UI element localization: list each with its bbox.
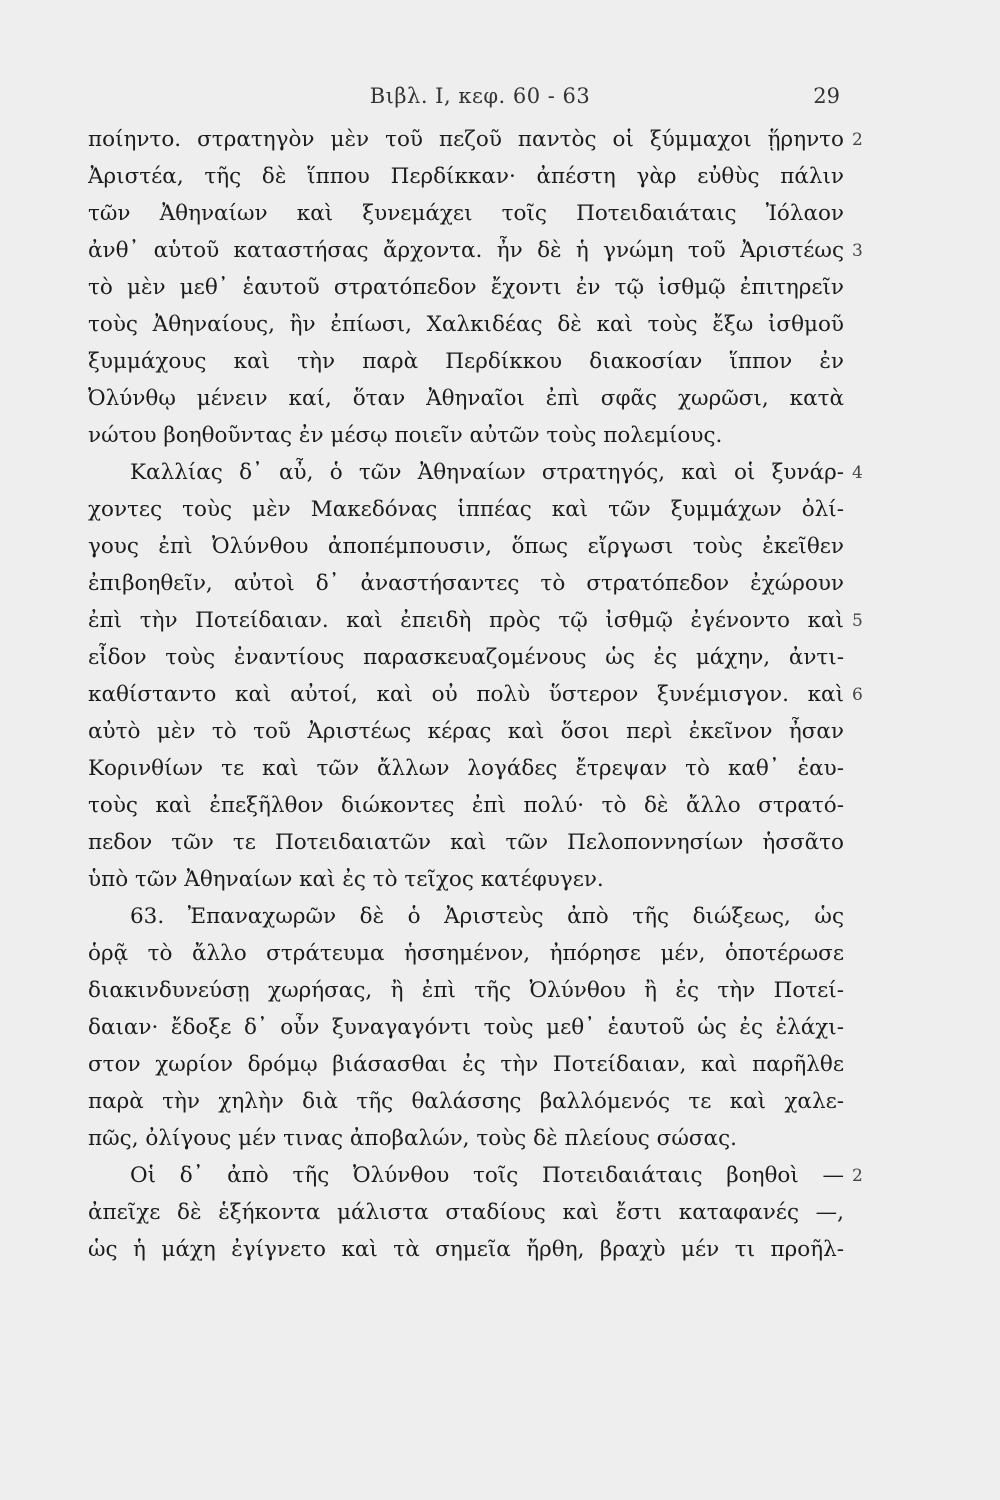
text-line: χοντες τοὺς μὲν Μακεδόνας ἱππέας καὶ τῶν ξυμμάχων ὀλί-	[88, 497, 844, 522]
margin-section-number: 3	[852, 241, 863, 261]
text-line: Ὀλύνθῳ μένειν καί, ὅταν Ἀθηναῖοι ἐπὶ σφᾶς χωρῶσι, κατὰ	[88, 386, 844, 411]
text-line: ἀνθ᾽ αὑτοῦ καταστήσας ἄρχοντα. ἦν δὲ ἡ γνώμη τοῦ Ἀριστέως	[88, 238, 844, 263]
text-line: Οἱ δ᾽ ἀπὸ τῆς Ὀλύνθου τοῖς Ποτειδαιάταις βοηθοὶ —	[130, 1163, 844, 1188]
text-line: διακινδυνεύσῃ χωρήσας, ἢ ἐπὶ τῆς Ὀλύνθου ἢ ἐς τὴν Ποτεί-	[88, 978, 844, 1003]
text-line: πεδον τῶν τε Ποτειδαιατῶν καὶ τῶν Πελοποννησίων ἡσσᾶτο	[88, 830, 844, 855]
text-line: τῶν Ἀθηναίων καὶ ξυνεμάχει τοῖς Ποτειδαιάταις Ἰόλαον	[88, 201, 844, 226]
text-line: τὸ μὲν μεθ᾽ ἑαυτοῦ στρατόπεδον ἔχοντι ἐν τῷ ἰσθμῷ ἐπιτηρεῖν	[88, 275, 844, 300]
text-line: παρὰ τὴν χηλὴν διὰ τῆς θαλάσσης βαλλόμενός τε καὶ χαλε-	[88, 1089, 844, 1114]
text-line: νώτου βοηθοῦντας ἐν μέσῳ ποιεῖν αὐτῶν τοὺς πολεμίους.	[88, 423, 723, 448]
text-line: Ἀριστέα, τῆς δὲ ἵππου Περδίκκαν· ἀπέστη γὰρ εὐθὺς πάλιν	[88, 164, 844, 189]
text-line: ἐπὶ τὴν Ποτείδαιαν. καὶ ἐπειδὴ πρὸς τῷ ἰσθμῷ ἐγένοντο καὶ	[88, 608, 844, 633]
text-line: ὑπὸ τῶν Ἀθηναίων καὶ ἐς τὸ τεῖχος κατέφυγεν.	[88, 867, 604, 892]
text-line: ποίηντο. στρατηγὸν μὲν τοῦ πεζοῦ παντὸς οἱ ξύμμαχοι ᾕρηντο	[88, 127, 844, 152]
text-line: ἀπεῖχε δὲ ἑξήκοντα μάλιστα σταδίους καὶ ἔστι καταφανές —,	[88, 1200, 844, 1225]
text-line: γους ἐπὶ Ὀλύνθου ἀποπέμπουσιν, ὅπως εἴργωσι τοὺς ἐκεῖθεν	[88, 534, 844, 559]
text-line: αὐτὸ μὲν τὸ τοῦ Ἀριστέως κέρας καὶ ὅσοι περὶ ἐκεῖνον ἦσαν	[88, 719, 844, 744]
text-line: Κορινθίων τε καὶ τῶν ἄλλων λογάδες ἔτρεψαν τὸ καθ᾽ ἑαυ-	[88, 756, 844, 781]
text-line: ὁρᾷ τὸ ἄλλο στράτευμα ἡσσημένον, ἠπόρησε μέν, ὁποτέρωσε	[88, 941, 844, 966]
text-line: ξυμμάχους καὶ τὴν παρὰ Περδίκκου διακοσίαν ἵππον ἐν	[88, 349, 844, 374]
text-line: πῶς, ὀλίγους μέν τινας ἀποβαλών, τοὺς δὲ πλείους σώσας.	[88, 1126, 737, 1151]
margin-section-number: 5	[852, 611, 863, 631]
text-line: Καλλίας δ᾽ αὖ, ὁ τῶν Ἀθηναίων στρατηγός, καὶ οἱ ξυνάρ-	[130, 460, 844, 485]
text-line: στον χωρίον δρόμῳ βιάσασθαι ἐς τὴν Ποτείδαιαν, καὶ παρῆλθε	[88, 1052, 844, 1077]
margin-section-number: 2	[852, 1166, 863, 1186]
text-line: ὡς ἡ μάχη ἐγίγνετο καὶ τὰ σημεῖα ἤρθη, βραχὺ μέν τι προῆλ-	[88, 1237, 844, 1262]
text-line: εἶδον τοὺς ἐναντίους παρασκευαζομένους ὡς ἐς μάχην, ἀντι-	[88, 645, 844, 670]
text-line: τοὺς Ἀθηναίους, ἢν ἐπίωσι, Χαλκιδέας δὲ καὶ τοὺς ἔξω ἰσθμοῦ	[88, 312, 844, 337]
text-line: ἐπιβοηθεῖν, αὐτοὶ δ᾽ ἀναστήσαντες τὸ στρατόπεδον ἐχώρουν	[88, 571, 844, 596]
text-line: 63. Ἐπαναχωρῶν δὲ ὁ Ἀριστεὺς ἀπὸ τῆς διώξεως, ὡς	[130, 904, 844, 929]
running-title: Βιβλ. Ι, κεφ. 60 - 63	[369, 84, 591, 108]
text-line: τοὺς καὶ ἐπεξῆλθον διώκοντες ἐπὶ πολύ· τὸ δὲ ἄλλο στρατό-	[88, 793, 844, 818]
text-line: δαιαν· ἔδοξε δ᾽ οὖν ξυναγαγόντι τοὺς μεθ᾽ ἑαυτοῦ ὡς ἐς ἐλάχι-	[88, 1015, 844, 1040]
page-number: 29	[813, 84, 840, 108]
margin-section-number: 2	[852, 130, 863, 150]
margin-section-number: 6	[852, 685, 863, 705]
margin-section-number: 4	[852, 463, 863, 483]
text-line: καθίσταντο καὶ αὐτοί, καὶ οὐ πολὺ ὕστερον ξυνέμισγον. καὶ	[88, 682, 844, 707]
